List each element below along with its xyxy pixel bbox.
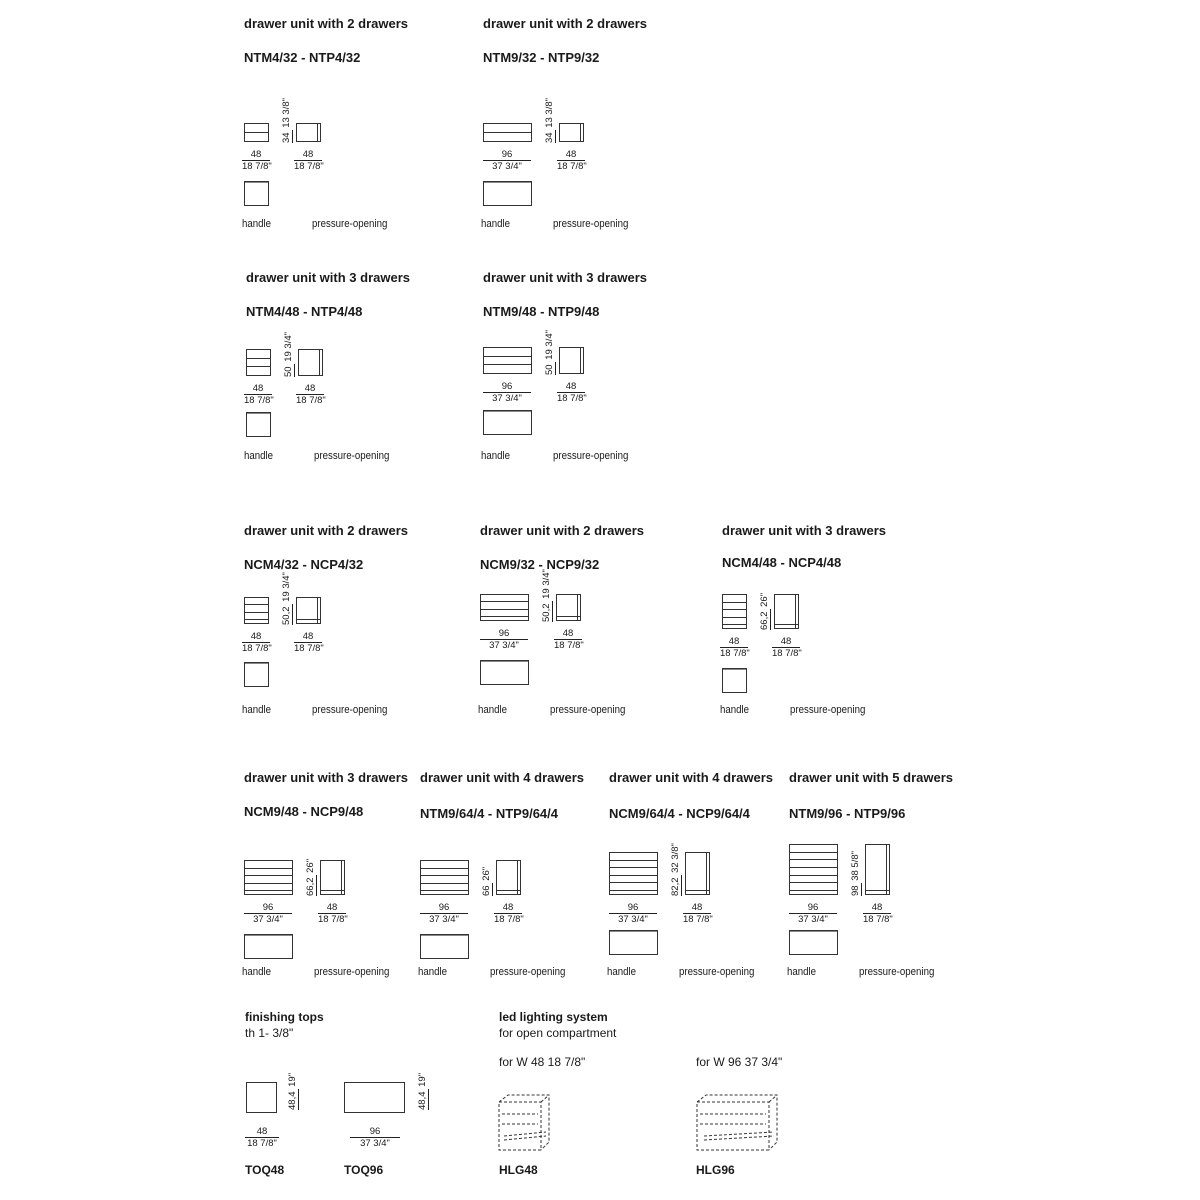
front-view-drawing xyxy=(244,860,294,896)
width-dimension-in: 37 3/4" xyxy=(489,640,519,651)
top-square-drawing xyxy=(246,1082,278,1114)
unit-code: NTM9/64/4 - NTP9/64/4 xyxy=(420,806,558,821)
handle-label: handle xyxy=(478,704,508,716)
depth-dimension xyxy=(296,383,324,406)
height-cm: 34 xyxy=(544,132,555,143)
front-view-drawing xyxy=(789,844,839,896)
side-view-drawing xyxy=(559,123,585,143)
depth-dimension xyxy=(557,149,585,172)
depth-dimension-in: 18 7/8" xyxy=(494,914,524,925)
front-view-drawing xyxy=(246,349,272,377)
front-view-drawing xyxy=(609,852,659,896)
height-dimension xyxy=(282,572,292,625)
height-dimension xyxy=(482,867,492,896)
width-dimension-in: 18 7/8" xyxy=(242,643,272,654)
front-view-drawing xyxy=(483,123,533,143)
height-dimension xyxy=(282,98,292,143)
side-view-drawing xyxy=(865,844,891,896)
width-dimension xyxy=(242,631,270,654)
unit-title: drawer unit with 3 drawers xyxy=(246,270,410,285)
height-dimension xyxy=(760,593,770,630)
toq48-height-dim: 48,4 19" xyxy=(287,1072,298,1110)
height-cm: 98 xyxy=(850,885,861,896)
width-dimension-in: 18 7/8" xyxy=(720,648,750,659)
handle-label: handle xyxy=(242,704,272,716)
side-view-drawing xyxy=(559,347,585,375)
height-in: 26" xyxy=(481,866,492,881)
height-cm: 50,2 xyxy=(541,603,552,622)
front-view-drawing xyxy=(420,860,470,896)
height-cm: 50 xyxy=(283,366,294,377)
hlg96-code: HLG96 xyxy=(696,1163,735,1177)
side-view-drawing xyxy=(685,852,711,896)
handle-label: handle xyxy=(242,218,272,230)
width-dimension xyxy=(480,628,528,651)
width-dimension xyxy=(789,902,837,925)
hlg48-code: HLG48 xyxy=(499,1163,538,1177)
width-dimension xyxy=(244,383,272,406)
handle-swatch xyxy=(244,662,270,688)
handle-swatch xyxy=(244,934,294,960)
handle-label: handle xyxy=(242,966,272,978)
width-dimension xyxy=(483,381,531,404)
height-cm: 66 xyxy=(481,885,492,896)
toq48-code: TOQ48 xyxy=(245,1163,285,1177)
depth-dimension xyxy=(683,902,711,925)
height-dimension xyxy=(306,859,316,896)
width-dimension-in: 18 7/8" xyxy=(242,161,272,172)
unit-code: NTM9/96 - NTP9/96 xyxy=(789,806,906,821)
side-view-drawing xyxy=(296,123,322,143)
handle-swatch xyxy=(244,181,270,207)
side-view-drawing xyxy=(556,594,582,622)
pressure-opening-label: pressure-opening xyxy=(314,966,390,978)
width-dimension-in: 37 3/4" xyxy=(492,161,522,172)
width-dimension xyxy=(609,902,657,925)
pressure-opening-label: pressure-opening xyxy=(790,704,866,716)
finishing-title: finishing tops xyxy=(245,1010,324,1024)
width-dimension xyxy=(242,149,270,172)
unit-code: NCM9/64/4 - NCP9/64/4 xyxy=(609,806,750,821)
height-in: 19 3/4" xyxy=(541,569,552,599)
handle-swatch xyxy=(609,930,659,956)
toq96-code: TOQ96 xyxy=(344,1163,384,1177)
height-in: 38 5/8" xyxy=(850,850,861,881)
height-cm: 66,2 xyxy=(305,877,316,896)
height-cm: 66,2 xyxy=(759,611,770,630)
height-in: 26" xyxy=(305,858,316,873)
unit-title: drawer unit with 3 drawers xyxy=(722,523,886,538)
unit-code: NTM4/32 - NTP4/32 xyxy=(244,50,361,65)
depth-dimension-in: 18 7/8" xyxy=(683,914,713,925)
unit-title: drawer unit with 3 drawers xyxy=(483,270,647,285)
width-dimension-cm: 48 xyxy=(244,383,272,395)
handle-swatch xyxy=(722,668,748,694)
depth-dimension-cm: 48 xyxy=(296,383,324,395)
height-cm: 50,2 xyxy=(281,606,292,625)
unit-title: drawer unit with 5 drawers xyxy=(789,770,953,785)
width-dimension-in: 37 3/4" xyxy=(492,393,522,404)
front-view-drawing xyxy=(244,123,270,143)
front-view-drawing xyxy=(244,597,270,625)
unit-title: drawer unit with 2 drawers xyxy=(244,523,408,538)
side-view-drawing xyxy=(320,860,346,896)
unit-code: NCM9/32 - NCP9/32 xyxy=(480,557,600,572)
handle-label: handle xyxy=(418,966,448,978)
handle-label: handle xyxy=(481,218,511,230)
depth-dimension xyxy=(294,631,322,654)
handle-swatch xyxy=(480,660,530,686)
side-view-drawing xyxy=(298,349,324,377)
handle-swatch xyxy=(483,410,533,436)
pressure-opening-label: pressure-opening xyxy=(859,966,935,978)
handle-label: handle xyxy=(244,450,274,462)
unit-code: NCM4/32 - NCP4/32 xyxy=(244,557,364,572)
depth-dimension-in: 18 7/8" xyxy=(294,643,324,654)
width-dimension-cm: 96 xyxy=(244,902,292,914)
width-dimension-in: 37 3/4" xyxy=(618,914,648,925)
handle-label: handle xyxy=(720,704,750,716)
width-dimension xyxy=(420,902,468,925)
front-view-drawing xyxy=(722,594,748,630)
height-cm: 34 xyxy=(281,132,292,143)
unit-title: drawer unit with 2 drawers xyxy=(244,16,408,31)
handle-swatch xyxy=(483,181,533,207)
depth-dimension xyxy=(772,636,800,659)
width-dimension-cm: 96 xyxy=(789,902,837,914)
width-dimension-in: 18 7/8" xyxy=(244,395,274,406)
depth-dimension-cm: 48 xyxy=(294,149,322,161)
led-subtitle: for open compartment xyxy=(499,1026,617,1040)
depth-dimension-cm: 48 xyxy=(494,902,522,914)
pressure-opening-label: pressure-opening xyxy=(679,966,755,978)
depth-dimension-cm: 48 xyxy=(554,628,582,640)
height-in: 26" xyxy=(759,592,770,607)
width-dimension-cm: 48 xyxy=(242,149,270,161)
depth-dimension xyxy=(494,902,522,925)
width-dimension-in: 37 3/4" xyxy=(253,914,283,925)
height-in: 19 3/4" xyxy=(281,572,292,602)
width-dimension-cm: 96 xyxy=(609,902,657,914)
handle-swatch xyxy=(789,930,839,956)
depth-dimension-in: 18 7/8" xyxy=(296,395,326,406)
height-dimension xyxy=(671,843,681,896)
depth-dimension xyxy=(318,902,346,925)
depth-dimension-cm: 48 xyxy=(557,381,585,393)
unit-title: drawer unit with 2 drawers xyxy=(480,523,644,538)
led-title: led lighting system xyxy=(499,1010,608,1024)
depth-dimension-in: 18 7/8" xyxy=(557,161,587,172)
side-view-drawing xyxy=(774,594,800,630)
height-in: 19 3/4" xyxy=(283,331,294,362)
handle-label: handle xyxy=(481,450,511,462)
depth-dimension xyxy=(557,381,585,404)
height-dimension xyxy=(545,330,555,375)
pressure-opening-label: pressure-opening xyxy=(314,450,390,462)
depth-dimension-cm: 48 xyxy=(683,902,711,914)
unit-code: NTM4/48 - NTP4/48 xyxy=(246,304,363,319)
top-rect-drawing xyxy=(344,1082,406,1114)
depth-dimension xyxy=(294,149,322,172)
width-dimension-cm: 96 xyxy=(483,381,531,393)
side-view-drawing xyxy=(296,597,322,625)
handle-swatch xyxy=(420,934,470,960)
width-dimension-cm: 48 xyxy=(720,636,748,648)
depth-dimension-in: 18 7/8" xyxy=(294,161,324,172)
depth-dimension-in: 18 7/8" xyxy=(863,914,893,925)
depth-dimension-cm: 48 xyxy=(863,902,891,914)
finishing-thickness: th 1- 3/8" xyxy=(245,1026,294,1040)
depth-dimension-cm: 48 xyxy=(557,149,585,161)
unit-title: drawer unit with 3 drawers xyxy=(244,770,408,785)
handle-swatch xyxy=(246,412,272,438)
pressure-opening-label: pressure-opening xyxy=(490,966,566,978)
width-dimension-in: 37 3/4" xyxy=(429,914,459,925)
width-dimension xyxy=(244,902,292,925)
pressure-opening-label: pressure-opening xyxy=(553,450,629,462)
height-in: 13 3/8" xyxy=(281,97,292,128)
width-dimension xyxy=(483,149,531,172)
depth-dimension-in: 18 7/8" xyxy=(318,914,348,925)
width-dimension-cm: 96 xyxy=(483,149,531,161)
width-dimension-cm: 48 xyxy=(242,631,270,643)
height-dimension xyxy=(542,569,552,622)
depth-dimension-cm: 48 xyxy=(318,902,346,914)
height-in: 19 3/4" xyxy=(544,329,555,360)
toq96-width-dim: 96 37 3/4" xyxy=(350,1126,400,1149)
height-dimension xyxy=(284,332,294,377)
depth-dimension-cm: 48 xyxy=(294,631,322,643)
depth-dimension-cm: 48 xyxy=(772,636,800,648)
width-dimension xyxy=(720,636,748,659)
unit-code: NTM9/48 - NTP9/48 xyxy=(483,304,600,319)
side-view-drawing xyxy=(496,860,522,896)
handle-label: handle xyxy=(607,966,637,978)
depth-dimension xyxy=(554,628,582,651)
toq96-height-dim: 48,4 19" xyxy=(417,1072,428,1110)
handle-label: handle xyxy=(787,966,817,978)
unit-title: drawer unit with 4 drawers xyxy=(420,770,584,785)
height-dimension xyxy=(851,851,861,896)
hlg48-drawing xyxy=(498,1094,554,1154)
depth-dimension-in: 18 7/8" xyxy=(557,393,587,404)
unit-code: NTM9/32 - NTP9/32 xyxy=(483,50,600,65)
height-cm: 50 xyxy=(544,364,555,375)
depth-dimension xyxy=(863,902,891,925)
unit-title: drawer unit with 2 drawers xyxy=(483,16,647,31)
led-w96-label: for W 96 37 3/4" xyxy=(696,1055,783,1069)
pressure-opening-label: pressure-opening xyxy=(550,704,626,716)
width-dimension-cm: 96 xyxy=(420,902,468,914)
height-in: 32 3/8" xyxy=(670,843,681,873)
pressure-opening-label: pressure-opening xyxy=(312,218,388,230)
pressure-opening-label: pressure-opening xyxy=(553,218,629,230)
hlg96-drawing xyxy=(696,1094,780,1154)
depth-dimension-in: 18 7/8" xyxy=(554,640,584,651)
height-in: 13 3/8" xyxy=(544,97,555,128)
front-view-drawing xyxy=(480,594,530,622)
led-w48-label: for W 48 18 7/8" xyxy=(499,1055,586,1069)
width-dimension-in: 37 3/4" xyxy=(798,914,828,925)
height-dimension xyxy=(545,98,555,143)
height-cm: 82,2 xyxy=(670,877,681,896)
depth-dimension-in: 18 7/8" xyxy=(772,648,802,659)
unit-title: drawer unit with 4 drawers xyxy=(609,770,773,785)
pressure-opening-label: pressure-opening xyxy=(312,704,388,716)
toq48-width-dim: 48 18 7/8" xyxy=(245,1126,279,1149)
unit-code: NCM9/48 - NCP9/48 xyxy=(244,804,364,819)
width-dimension-cm: 96 xyxy=(480,628,528,640)
unit-code: NCM4/48 - NCP4/48 xyxy=(722,555,842,570)
front-view-drawing xyxy=(483,347,533,375)
